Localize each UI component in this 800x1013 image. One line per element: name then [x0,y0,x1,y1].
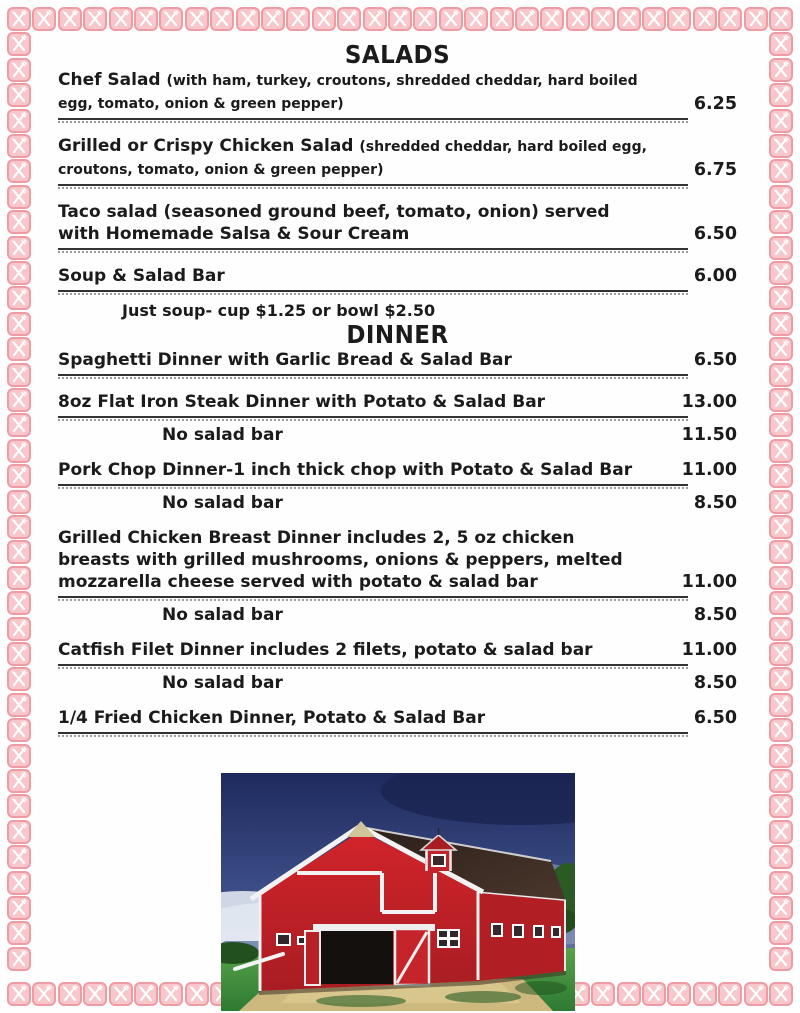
item-text [58,527,737,593]
fork-knife-tile-icon [769,667,793,691]
sub-item-label: No salad bar [162,605,283,625]
item-price: 11.00 [681,460,737,480]
sub-item [58,492,737,514]
fork-knife-tile-icon [413,7,437,31]
item-price: 6.50 [693,224,737,244]
item-desc: (with ham, turkey, croutons, shredded cheddar, hard boiled egg, tomato, onion & green pepper) [58,73,638,112]
fork-knife-tile-icon [490,7,514,31]
fork-knife-tile-icon [769,845,793,869]
sub-item [58,672,737,694]
fork-knife-tile-icon [7,464,31,488]
fork-knife-tile-icon [337,7,361,31]
divider-rule [58,596,688,600]
fork-knife-tile-icon [769,769,793,793]
fork-knife-tile-icon [769,83,793,107]
fork-knife-tile-icon [769,413,793,437]
fork-knife-tile-icon [769,109,793,133]
item-price: 6.75 [693,160,737,180]
divider-rule [58,732,688,736]
fork-knife-tile-icon [7,490,31,514]
item-desc: (shredded cheddar, hard boiled egg, croutons, tomato, onion & green pepper) [58,139,647,178]
item-price: 6.00 [693,266,737,286]
fork-knife-tile-icon [769,515,793,539]
menu-item-soup-salad-bar [58,265,737,320]
item-name: Soup & Salad Bar [58,266,225,286]
fork-knife-tile-icon [769,591,793,615]
fork-knife-tile-icon [769,363,793,387]
menu-content [58,40,737,1011]
fork-knife-tile-icon [769,58,793,82]
fork-knife-tile-icon [769,210,793,234]
fork-knife-tile-icon [236,7,260,31]
item-name: Spaghetti Dinner with Garlic Bread & Salad Bar [58,350,512,370]
fork-knife-tile-icon [7,134,31,158]
item-text [58,391,737,413]
item-text [58,265,737,287]
fork-knife-tile-icon [286,7,310,31]
sub-item [58,424,737,446]
sub-item-price: 8.50 [693,673,737,693]
fork-knife-tile-icon [7,947,31,971]
sub-item-label: No salad bar [162,425,283,445]
fork-knife-tile-icon [7,388,31,412]
fork-knife-tile-icon [718,7,742,31]
fork-knife-tile-icon [7,515,31,539]
item-text [58,201,737,245]
fork-knife-tile-icon [769,236,793,260]
menu-item-flat-iron-steak [58,391,737,446]
fork-knife-tile-icon [744,7,768,31]
item-name: Chef Salad [58,70,161,90]
fork-knife-tile-icon [7,896,31,920]
fork-knife-tile-icon [7,413,31,437]
fork-knife-tile-icon [185,7,209,31]
fork-knife-tile-icon [7,566,31,590]
fork-knife-tile-icon [7,921,31,945]
fork-knife-tile-icon [7,540,31,564]
fork-knife-tile-icon [769,718,793,742]
fork-knife-tile-icon [464,7,488,31]
fork-knife-tile-icon [7,286,31,310]
fork-knife-tile-icon [134,7,158,31]
fork-knife-tile-icon [7,83,31,107]
item-text [58,459,737,481]
fork-knife-tile-icon [363,7,387,31]
item-text [58,707,737,729]
fork-knife-tile-icon [7,693,31,717]
fork-knife-tile-icon [7,718,31,742]
fork-knife-tile-icon [7,7,31,31]
fork-knife-tile-icon [32,982,56,1006]
divider-rule [58,184,688,188]
fork-knife-tile-icon [83,7,107,31]
fork-knife-tile-icon [7,337,31,361]
sub-item-price: 11.50 [681,425,737,445]
item-text [58,349,737,371]
fork-knife-tile-icon [7,845,31,869]
fork-knife-tile-icon [769,286,793,310]
fork-knife-tile-icon [7,363,31,387]
item-price: 13.00 [681,392,737,412]
fork-knife-tile-icon [439,7,463,31]
fork-knife-tile-icon [388,7,412,31]
fork-knife-tile-icon [769,566,793,590]
item-price: 6.50 [693,708,737,728]
fork-knife-tile-icon [7,744,31,768]
fork-knife-tile-icon [769,896,793,920]
fork-knife-tile-icon [7,439,31,463]
fork-knife-tile-icon [7,794,31,818]
divider-rule [58,484,688,488]
fork-knife-tile-icon [617,7,641,31]
divider-rule [58,118,688,122]
fork-knife-tile-icon [769,871,793,895]
fork-knife-tile-icon [7,642,31,666]
section-title-salads: SALADS [344,40,451,69]
menu-item-grilled-chicken-breast [58,527,737,626]
sub-item-price: 8.50 [693,605,737,625]
fork-knife-tile-icon [159,7,183,31]
fork-knife-tile-icon [769,921,793,945]
fork-knife-tile-icon [7,236,31,260]
fork-knife-tile-icon [769,617,793,641]
fork-knife-tile-icon [769,982,793,1006]
item-text [58,639,737,661]
divider-rule [58,664,688,668]
barn-photo [221,773,575,1011]
fork-knife-tile-icon [769,134,793,158]
fork-knife-tile-icon [769,693,793,717]
fork-knife-tile-icon [7,210,31,234]
fork-knife-tile-icon [312,7,336,31]
fork-knife-tile-icon [769,439,793,463]
menu-item-chicken-salad [58,135,737,188]
item-name: 8oz Flat Iron Steak Dinner with Potato & Salad Bar [58,392,546,412]
fork-knife-tile-icon [7,667,31,691]
fork-knife-tile-icon [7,820,31,844]
fork-knife-tile-icon [566,7,590,31]
item-price: 11.00 [681,640,737,660]
fork-knife-tile-icon [540,7,564,31]
item-name: Pork Chop Dinner-1 inch thick chop with Potato & Salad Bar [58,460,633,480]
soup-note: Just soup- cup $1.25 or bowl $2.50 [122,301,436,320]
item-name: Taco salad (seasoned ground beef, tomato, onion) served with Homemade Salsa & Sour Cream [58,202,610,244]
fork-knife-tile-icon [693,7,717,31]
fork-knife-tile-icon [769,490,793,514]
menu-item-pork-chop [58,459,737,514]
fork-knife-tile-icon [7,769,31,793]
fork-knife-tile-icon [769,794,793,818]
fork-knife-tile-icon [642,7,666,31]
fork-knife-tile-icon [7,32,31,56]
fork-knife-tile-icon [7,591,31,615]
item-name: Catfish Filet Dinner includes 2 filets, potato & salad bar [58,640,593,660]
fork-knife-tile-icon [769,185,793,209]
fork-knife-tile-icon [769,337,793,361]
item-text [58,69,737,115]
fork-knife-tile-icon [58,7,82,31]
fork-knife-tile-icon [769,464,793,488]
fork-knife-tile-icon [7,185,31,209]
fork-knife-tile-icon [744,982,768,1006]
fork-knife-tile-icon [769,7,793,31]
fork-knife-tile-icon [210,7,234,31]
menu-item-spaghetti [58,349,737,378]
fork-knife-tile-icon [591,7,615,31]
fork-knife-tile-icon [769,32,793,56]
fork-knife-tile-icon [769,820,793,844]
fork-knife-tile-icon [769,540,793,564]
item-name: Grilled Chicken Breast Dinner includes 2, 5 oz chicken breasts with grilled mushrooms, onions & peppers, melted mozzarella cheese served with potato & salad bar [58,528,623,592]
fork-knife-tile-icon [261,7,285,31]
menu-item-fried-chicken [58,707,737,736]
divider-rule [58,290,688,294]
item-name: Grilled or Crispy Chicken Salad [58,136,354,156]
fork-knife-tile-icon [7,871,31,895]
item-price: 6.25 [693,94,737,114]
item-text [58,135,737,181]
divider-rule [58,374,688,378]
fork-knife-tile-icon [32,7,56,31]
fork-knife-tile-icon [667,7,691,31]
section-title-dinner: DINNER [346,320,449,349]
fork-knife-tile-icon [7,109,31,133]
item-price: 6.50 [693,350,737,370]
fork-knife-tile-icon [769,312,793,336]
fork-knife-tile-icon [769,159,793,183]
fork-knife-tile-icon [7,261,31,285]
fork-knife-tile-icon [7,982,31,1006]
menu-item-catfish [58,639,737,694]
sub-item-label: No salad bar [162,493,283,513]
fork-knife-tile-icon [109,7,133,31]
fork-knife-tile-icon [7,617,31,641]
fork-knife-tile-icon [769,642,793,666]
fork-knife-tile-icon [7,58,31,82]
divider-rule [58,416,688,420]
item-price: 11.00 [681,572,737,592]
sub-item-price: 8.50 [693,493,737,513]
fork-knife-tile-icon [769,947,793,971]
menu-item-taco-salad [58,201,737,252]
fork-knife-tile-icon [769,744,793,768]
fork-knife-tile-icon [7,312,31,336]
sub-item-label: No salad bar [162,673,283,693]
menu-item-chef-salad [58,69,737,122]
sub-item [58,604,737,626]
fork-knife-tile-icon [769,261,793,285]
divider-rule [58,248,688,252]
item-name: 1/4 Fried Chicken Dinner, Potato & Salad Bar [58,708,486,728]
fork-knife-tile-icon [769,388,793,412]
fork-knife-tile-icon [515,7,539,31]
fork-knife-tile-icon [7,159,31,183]
